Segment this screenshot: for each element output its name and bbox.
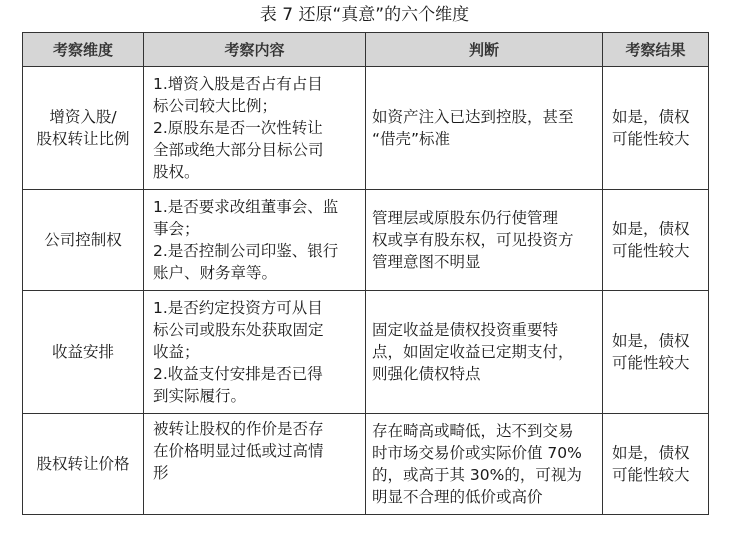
table-row — [23, 190, 709, 291]
row-result: 如是，债权 可能性较大 — [603, 414, 709, 515]
header-result: 考察结果 — [603, 33, 709, 67]
row-judgment: 管理层或原股东仍行使管理 权或享有股东权，可见投资方 管理意图不明显 — [366, 190, 603, 291]
row-result: 如是，债权 可能性较大 — [603, 67, 709, 190]
row-content: 被转让股权的作价是否存 在价格明显过低或过高情 形 — [144, 414, 366, 515]
row-content: 1.增资入股是否占有占目 标公司较大比例； 2.原股东是否一次性转让 全部或绝大部分目标公司 股权。 — [144, 67, 366, 190]
header-content: 考察内容 — [144, 33, 366, 67]
header-row — [23, 33, 709, 67]
row-content: 1.是否要求改组董事会、监 事会； 2.是否控制公司印鉴、银行 账户、财务章等。 — [144, 190, 366, 291]
row-judgment: 固定收益是债权投资重要特 点，如固定收益已定期支付， 则强化债权特点 — [366, 291, 603, 414]
row-judgment: 存在畸高或畸低，达不到交易 时市场交易价或实际价值 70% 的，或高于其 30%的，可视为 明显不合理的低价或高价 — [366, 414, 603, 515]
row-content: 1.是否约定投资方可从目 标公司或股东处获取固定 收益； 2.收益支付安排是否已得 到实际履行。 — [144, 291, 366, 414]
row-dimension: 增资入股/ 股权转让比例 — [23, 67, 144, 190]
header-judgment: 判断 — [366, 33, 603, 67]
evaluation-table — [22, 32, 709, 515]
row-dimension: 公司控制权 — [23, 190, 144, 291]
table-row — [23, 67, 709, 190]
row-judgment: 如资产注入已达到控股，甚至 “借壳”标准 — [366, 67, 603, 190]
table-row — [23, 291, 709, 414]
row-result: 如是，债权 可能性较大 — [603, 291, 709, 414]
table-row — [23, 414, 709, 515]
row-dimension: 收益安排 — [23, 291, 144, 414]
header-dimension: 考察维度 — [23, 33, 144, 67]
table-caption: 表 7 还原“真意”的六个维度 — [259, 5, 470, 25]
row-dimension: 股权转让价格 — [23, 414, 144, 515]
row-result: 如是，债权 可能性较大 — [603, 190, 709, 291]
